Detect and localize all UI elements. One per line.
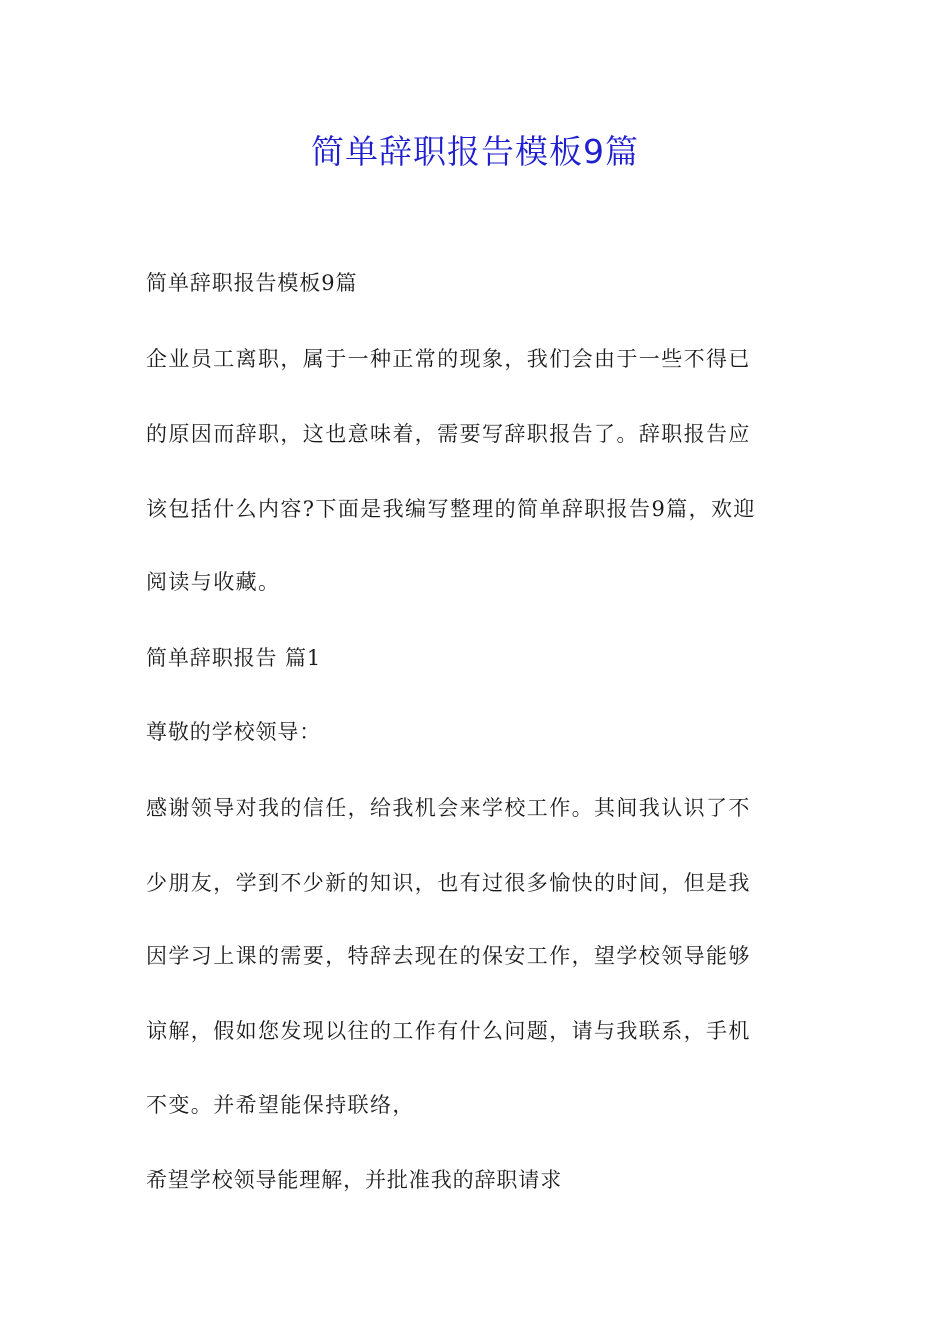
intro-line-2: 的原因而辞职，这也意味着，需要写辞职报告了。辞职报告应 [146, 422, 751, 446]
body-line-5: 不变。并希望能保持联络， [146, 1093, 415, 1117]
closing-line: 希望学校领导能理解，并批准我的辞职请求 [146, 1168, 563, 1192]
intro-line-1: 企业员工离职，属于一种正常的现象，我们会由于一些不得已 [146, 347, 751, 371]
intro-line-4: 阅读与收藏。 [146, 570, 281, 594]
body-line-1: 感谢领导对我的信任，给我机会来学校工作。其间我认识了不 [146, 796, 751, 820]
body-line-2: 少朋友，学到不少新的知识，也有过很多愉快的时间，但是我 [146, 871, 751, 895]
body-line-3: 因学习上课的需要，特辞去现在的保安工作，望学校领导能够 [146, 944, 751, 968]
salutation: 尊敬的学校领导： [146, 720, 322, 744]
document-title: 简单辞职报告模板9篇 [311, 132, 639, 171]
section-heading-1: 简单辞职报告 篇1 [146, 646, 322, 670]
intro-line-3: 该包括什么内容?下面是我编写整理的简单辞职报告9篇，欢迎 [146, 497, 756, 521]
subtitle-line: 简单辞职报告模板9篇 [146, 271, 358, 295]
body-line-4: 谅解，假如您发现以往的工作有什么问题，请与我联系，手机 [146, 1019, 751, 1043]
